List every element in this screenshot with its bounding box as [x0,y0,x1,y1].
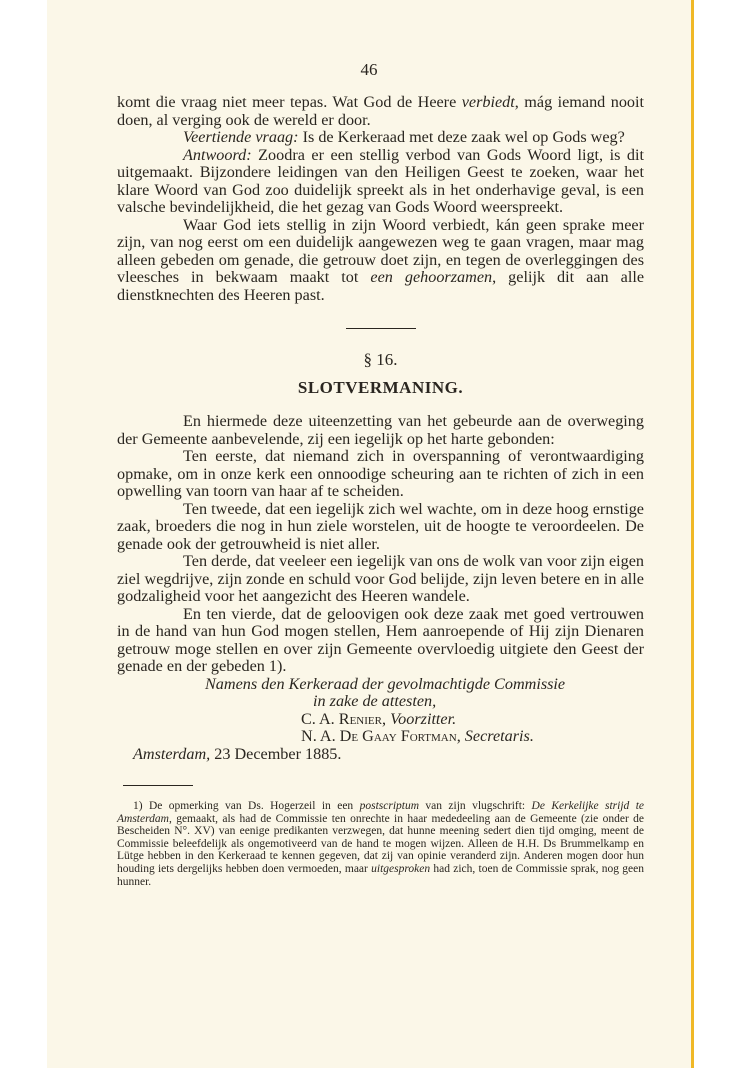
italic-text: postscriptum [359,800,420,812]
text-run: komt die vraag niet meer tepas. Wat God de Heere [117,93,462,111]
italic-text: verbiedt [461,93,515,111]
paragraph [117,94,644,129]
paragraph [117,147,644,217]
italic-text: uitgesproken [371,862,431,875]
footnote-divider [123,785,193,786]
italic-text: Antwoord: [183,145,252,164]
text-run: Is de Kerkeraad met deze zaak wel op Gods weg? [298,128,625,146]
section-paragraphs [117,413,644,676]
italic-text: een gehoorzamen [370,268,493,286]
page-number: 46 [360,60,378,79]
text-run: Ten eerste, dat niemand zich in overspanning of verontwaardiging opmake, om in onze kerk een onnoodige scheuring aan te richten of zich in een opwelling van toorn van haar af te scheiden. [117,447,644,500]
signature-line-2: in zake de attesten, [313,692,437,710]
text-run: En hiermede deze uiteenzetting van het gebeurde aan de overweging der Gemeente aanbevelende, zij een iegelijk op het harte gebonden: [117,412,644,448]
signature-chairman [117,711,644,729]
text-run: , mág iemand nooit doen, al verging ook de wereld er door. [117,93,645,129]
date: 23 December 1885. [214,744,342,763]
chairman-name: C. A. Renier, [301,709,387,728]
footnote [117,800,644,888]
signature-date [117,746,644,764]
text-run: van zijn vlugschrift: [419,800,532,812]
section-number: § 16. [363,350,398,369]
text-run: Ten derde, dat veeleer een iegelijk van ons de wolk van voor zijn eigen ziel wegdrijve, zijn zonde en schuld voor God belijde, zijn leven betere en in alle godzaligheid voor het aangezicht des Heeren wandele. [117,552,644,605]
secretary-name: N. A. De Gaay Fortman, [301,727,461,745]
paragraph [117,129,644,147]
text-run: , gemaakt, als had de Commissie ten onrechte in haar mededeeling aan de Gemeente (zie onder de Bescheiden N°. XV) van eenige predikanten verzwegen, dat hunne meening sedert dien tijd omging, meent de Commissie beleefdelijk als ongemotiveerd van de hand te mogen wijzen. Alleen de H.H. Ds Brummelkamp en Lütge hebben in den Kerkeraad te kennen gegeven, dat zij van opinie veranderd zijn. Anderen mogen door hun houding iets dergelijks hebben doen vermoeden, maar [117,812,644,875]
page-edge [691,0,694,1068]
signature-block [117,676,644,764]
signature-secretary [117,728,644,746]
paragraph [117,501,644,554]
text-run: 1) De opmerking van Ds. Hogerzeil in een [133,800,360,812]
paragraph [117,413,644,448]
text-run: had zich, toen de Commissie sprak, nog geen hunner. [117,862,644,888]
text-run: , gelijk dit aan alle dienstknechten des Heeren past. [117,268,645,304]
italic-text: Veertiende vraag: [183,128,299,146]
text-run: Waar God iets stellig in zijn Woord verbiedt, kán geen sprake meer zijn, van nog eerst om een duidelijk aangewezen weg te gaan vragen, maar mag alleen gebeden om genade, die getrouw doet zijn, en tegen de overleggingen des vleesches in bekwaam maakt tot [117,215,644,286]
paragraph [117,217,644,305]
book-page [47,0,691,1068]
text-run: En ten vierde, dat de geloovigen ook deze zaak met goed vertrouwen in de hand van hun God mogen stellen, Hem aanroepende of Hij zijn Dienaren getrouw moge stellen en over zijn Gemeente overvloedig uitgiete den Geest der genade en der gebeden 1). [117,604,644,675]
section-title: SLOTVERMANING. [297,377,464,397]
paragraph [117,448,644,501]
place: Amsterdam, [133,744,211,763]
section-divider [346,328,416,329]
secretary-title: Secretaris. [464,727,534,745]
signature-line-1: Namens den Kerkeraad der gevolmachtigde Commissie [205,674,566,693]
paragraph [117,553,644,606]
paragraph [117,606,644,676]
body-text [117,94,644,888]
chairman-title: Voorzitter. [390,709,457,728]
top-paragraphs [117,94,644,304]
text-run: Zoodra er een stellig verbod van Gods Woord ligt, is dit uitgemaakt. Bijzondere leidingen van den Heiligen Geest te zoeken, waar het klare Woord van God zoo duidelijk spreekt als in het onderhavige geval, is een valsche bevindelijkheid, die het gezag van Gods Woord weerspreekt. [117,145,644,216]
italic-text: De Kerkelijke strijd te Amsterdam [117,800,645,825]
text-run: Ten tweede, dat een iegelijk zich wel wachte, om in deze hoog ernstige zaak, broeders die nog in hun ziele worstelen, uit de hoogte te veroordeelen. De genade ook der getrouwheid is niet aller. [117,499,644,553]
